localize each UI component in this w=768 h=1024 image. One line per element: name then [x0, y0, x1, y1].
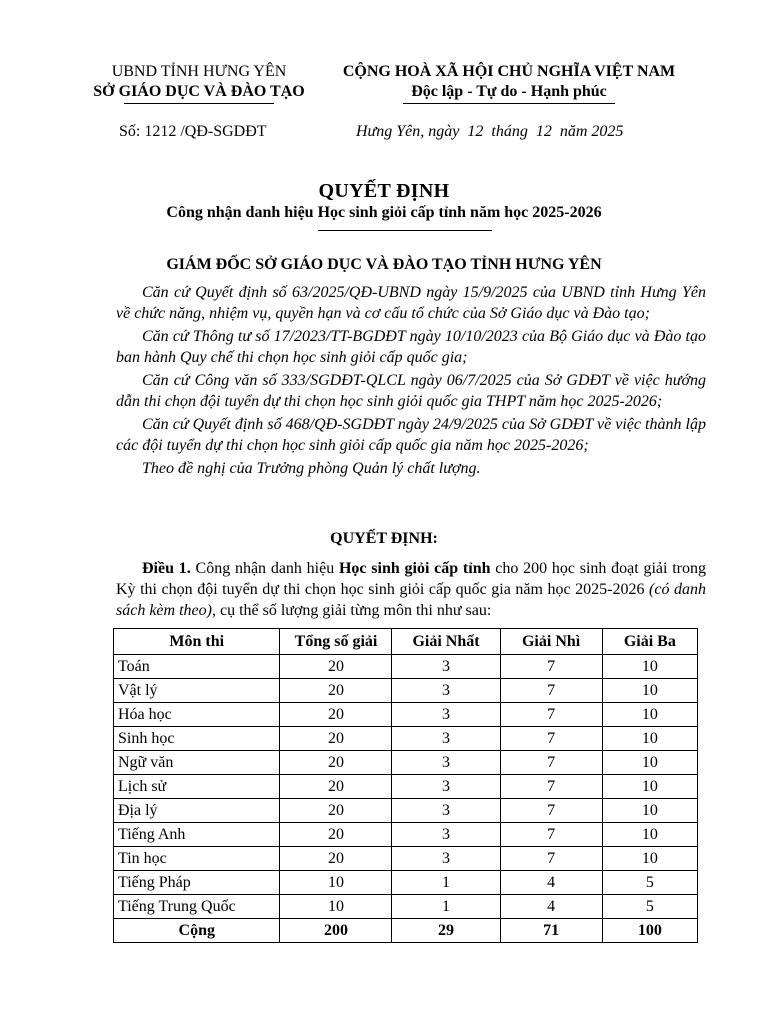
count-cell: 10	[602, 847, 697, 871]
count-cell: 1	[392, 895, 500, 919]
article-1	[116, 558, 706, 621]
table-row	[114, 655, 698, 679]
count-cell: 20	[280, 751, 392, 775]
basis-item: Căn cứ Quyết định số 468/QĐ-SGDĐT ngày 24/9/2025 của Sở GDĐT về việc thành lập các đội tuyển dự thi chọn học sinh giỏi cấp quốc gia năm học 2025-2026;	[116, 416, 706, 454]
article-label: Điều 1.	[142, 560, 191, 577]
document-subtitle: Công nhận danh hiệu Học sinh giỏi cấp tỉnh năm học 2025-2026	[166, 204, 602, 221]
table-body	[114, 655, 698, 943]
subject-cell: Tin học	[114, 847, 280, 871]
count-cell: 3	[392, 799, 500, 823]
subject-cell: Tiếng Anh	[114, 823, 280, 847]
total-label-cell: Cộng	[114, 919, 280, 943]
table-row	[114, 799, 698, 823]
count-cell: 10	[280, 871, 392, 895]
column-header: Giải Nhất	[392, 629, 500, 655]
table-row	[114, 823, 698, 847]
count-cell: 20	[280, 775, 392, 799]
place-and-date: Hưng Yên, ngày 12 tháng 12 năm 2025	[356, 123, 624, 140]
table-row	[114, 895, 698, 919]
count-cell: 7	[500, 823, 602, 847]
prize-table	[113, 628, 698, 943]
total-row	[114, 919, 698, 943]
subtitle-underline	[318, 230, 492, 231]
subject-cell: Toán	[114, 655, 280, 679]
national-motto: Độc lập - Tự do - Hạnh phúc	[411, 83, 607, 100]
table-row	[114, 847, 698, 871]
count-cell: 20	[280, 679, 392, 703]
count-cell: 4	[500, 871, 602, 895]
basis-item: Căn cứ Thông tư số 17/2023/TT-BGDĐT ngày 10/10/2023 của Bộ Giáo dục và Đào tạo ban hành Quy chế thi chọn học sinh giỏi cấp quốc gia;	[116, 328, 706, 366]
authority-heading: GIÁM ĐỐC SỞ GIÁO DỤC VÀ ĐÀO TẠO TỈNH HƯNG YÊN	[166, 256, 602, 273]
issuing-agency-block	[70, 62, 328, 104]
count-cell: 20	[280, 655, 392, 679]
legal-basis	[116, 282, 706, 481]
count-cell: 3	[392, 655, 500, 679]
article-text: , cụ thể số lượng giải từng môn thi như sau:	[211, 602, 492, 619]
count-cell: 7	[500, 775, 602, 799]
column-header: Giải Ba	[602, 629, 697, 655]
count-cell: 3	[392, 823, 500, 847]
table-row	[114, 775, 698, 799]
count-cell: 3	[392, 703, 500, 727]
decision-heading: QUYẾT ĐỊNH:	[330, 530, 438, 547]
count-cell: 4	[500, 895, 602, 919]
total-count-cell: 100	[602, 919, 697, 943]
subject-cell: Hóa học	[114, 703, 280, 727]
count-cell: 10	[280, 895, 392, 919]
count-cell: 5	[602, 871, 697, 895]
count-cell: 10	[602, 655, 697, 679]
count-cell: 10	[602, 775, 697, 799]
total-count-cell: 200	[280, 919, 392, 943]
table-row	[114, 679, 698, 703]
count-cell: 10	[602, 703, 697, 727]
article-text: cho 200 học sinh đoạt giải trong Kỳ thi chọn đội tuyển dự thi chọn học sinh giỏi cấp quốc gia năm học 2025-2026	[116, 560, 707, 598]
table-row	[114, 727, 698, 751]
count-cell: 7	[500, 703, 602, 727]
count-cell: 3	[392, 727, 500, 751]
subject-cell: Tiếng Pháp	[114, 871, 280, 895]
subject-cell: Ngữ văn	[114, 751, 280, 775]
count-cell: 7	[500, 655, 602, 679]
count-cell: 20	[280, 799, 392, 823]
motto-underline	[403, 103, 615, 104]
subject-cell: Lịch sử	[114, 775, 280, 799]
count-cell: 20	[280, 823, 392, 847]
basis-item: Theo đề nghị của Trưởng phòng Quản lý chất lượng.	[142, 460, 481, 477]
count-cell: 10	[602, 823, 697, 847]
issuing-agency: SỞ GIÁO DỤC VÀ ĐÀO TẠO	[93, 83, 305, 100]
count-cell: 7	[500, 799, 602, 823]
table-row	[114, 871, 698, 895]
basis-item: Căn cứ Quyết định số 63/2025/QĐ-UBND ngày 15/9/2025 của UBND tỉnh Hưng Yên về chức năng, nhiệm vụ, quyền hạn và cơ cấu tổ chức của Sở Giáo dục và Đào tạo;	[116, 284, 706, 322]
column-header: Tổng số giải	[280, 629, 392, 655]
column-header: Giải Nhì	[500, 629, 602, 655]
count-cell: 7	[500, 751, 602, 775]
subject-cell: Địa lý	[114, 799, 280, 823]
count-cell: 7	[500, 679, 602, 703]
basis-item: Căn cứ Công văn số 333/SGDĐT-QLCL ngày 06/7/2025 của Sở GDĐT về việc hướng dẫn thi chọn đội tuyển dự thi chọn học sinh giỏi quốc gia THPT năm học 2025-2026;	[116, 372, 706, 410]
count-cell: 20	[280, 703, 392, 727]
national-title: CỘNG HOÀ XÃ HỘI CHỦ NGHĨA VIỆT NAM	[342, 63, 676, 80]
count-cell: 20	[280, 847, 392, 871]
article-emphasis: Học sinh giỏi cấp tỉnh	[338, 560, 491, 577]
total-count-cell: 71	[500, 919, 602, 943]
count-cell: 7	[500, 847, 602, 871]
column-header: Môn thi	[114, 629, 280, 655]
article-note: (có danh sách kèm theo)	[116, 581, 706, 619]
count-cell: 10	[602, 679, 697, 703]
table-header-row	[114, 629, 698, 655]
count-cell: 3	[392, 775, 500, 799]
count-cell: 10	[602, 727, 697, 751]
count-cell: 3	[392, 847, 500, 871]
parent-agency: UBND TỈNH HƯNG YÊN	[111, 63, 287, 80]
count-cell: 3	[392, 751, 500, 775]
agency-underline	[124, 103, 274, 104]
subject-cell: Sinh học	[114, 727, 280, 751]
table-row	[114, 703, 698, 727]
count-cell: 3	[392, 679, 500, 703]
count-cell: 5	[602, 895, 697, 919]
count-cell: 10	[602, 751, 697, 775]
count-cell: 7	[500, 727, 602, 751]
count-cell: 10	[602, 799, 697, 823]
subject-cell: Tiếng Trung Quốc	[114, 895, 280, 919]
document-number: Số: 1212 /QĐ-SGDĐT	[119, 123, 267, 140]
count-cell: 20	[280, 727, 392, 751]
article-text: Công nhận danh hiệu	[190, 560, 339, 577]
total-count-cell: 29	[392, 919, 500, 943]
subject-cell: Vật lý	[114, 679, 280, 703]
national-title-block	[318, 62, 700, 104]
document-title: QUYẾT ĐỊNH	[318, 180, 450, 202]
count-cell: 1	[392, 871, 500, 895]
table-row	[114, 751, 698, 775]
